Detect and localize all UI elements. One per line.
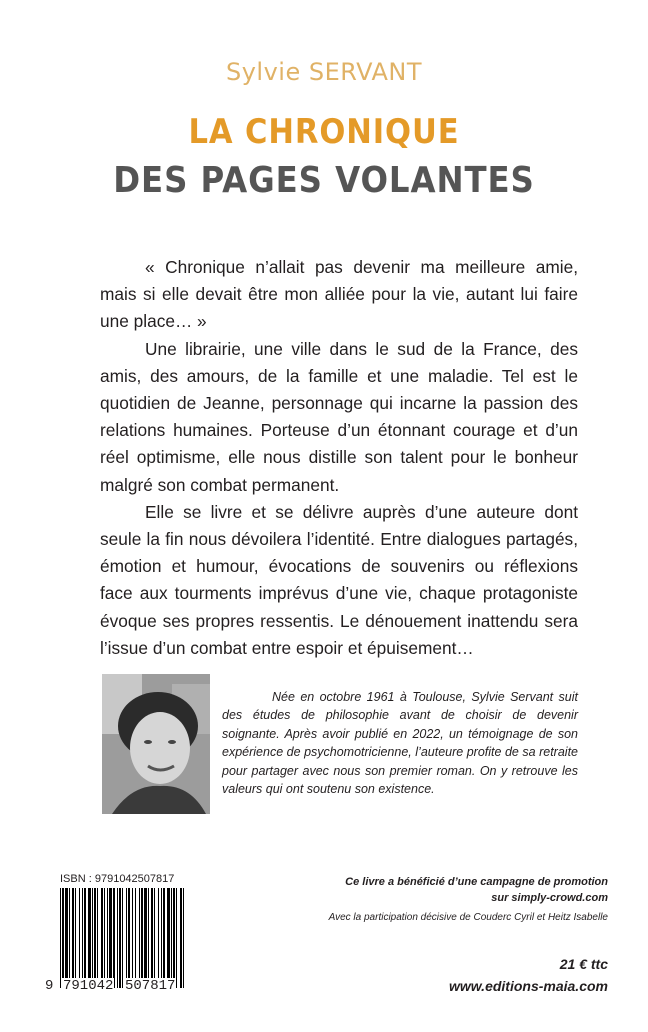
synopsis-paragraph-1: Une librairie, une ville dans le sud de la France, des amis, des amours, de la famille et une maladie. Tel est le quotidien de Jeanne, personnage qui incarne la passion des relations humaines. Porteuse d’un étonnant courage et d’un réel optimisme, elle nous distille son talent pour le bonheur malgré son combat permanent.: [100, 338, 578, 495]
isbn-label: ISBN : 9791042507817: [60, 873, 175, 885]
author-photo: [102, 674, 210, 814]
author-name: Sylvie SERVANT: [225, 58, 423, 86]
synopsis-quote: « Chronique n’allait pas devenir ma meilleure amie, mais si elle devait être mon alliée pour la vie, autant lui faire une place… »: [100, 257, 578, 332]
publisher-website: www.editions-maia.com: [449, 978, 608, 994]
book-title-line-1: LA CHRONIQUE: [188, 112, 460, 152]
promo-notice: [288, 874, 608, 906]
author-bio-text: Née en octobre 1961 à Toulouse, Sylvie Servant suit des études de philosophie avant de choisir de devenir soignante. Après avoir publié en 2022, un témoignage de son expérience de psychomotricienne, l’auteure profite de sa retraite pour partager avec nous son premier roman. On y retrouve les valeurs qui ont soutenu son existence.: [222, 690, 578, 797]
barcode-digits-group-1: 791042: [63, 978, 114, 994]
promo-line-1: Ce livre a bénéficié d’une campagne de promotion: [345, 876, 608, 888]
barcode-digit-first: 9: [45, 978, 54, 994]
synopsis: [100, 254, 578, 662]
participation-credit: Avec la participation décisive de Couderc Cyril et Heitz Isabelle: [328, 912, 608, 923]
synopsis-paragraph-2: Elle se livre et se délivre auprès d’une auteure dont seule la fin nous dévoilera l’identité. Entre dialogues partagés, émotion et humour, évocations de souvenirs ou réflexions face aux tourments imprévus d’une vie, chaque protagoniste évoque ses propres ressentis. Le dénouement inattendu sera l’issue d’un combat entre espoir et épuisement…: [100, 501, 578, 658]
barcode-digits: [44, 978, 194, 998]
promo-line-2: sur simply-crowd.com: [491, 892, 608, 904]
price: 21 € ttc: [559, 956, 608, 972]
book-title-line-2: DES PAGES VOLANTES: [113, 160, 535, 201]
author-bio: [222, 688, 578, 798]
barcode-digits-group-2: 507817: [125, 978, 176, 994]
